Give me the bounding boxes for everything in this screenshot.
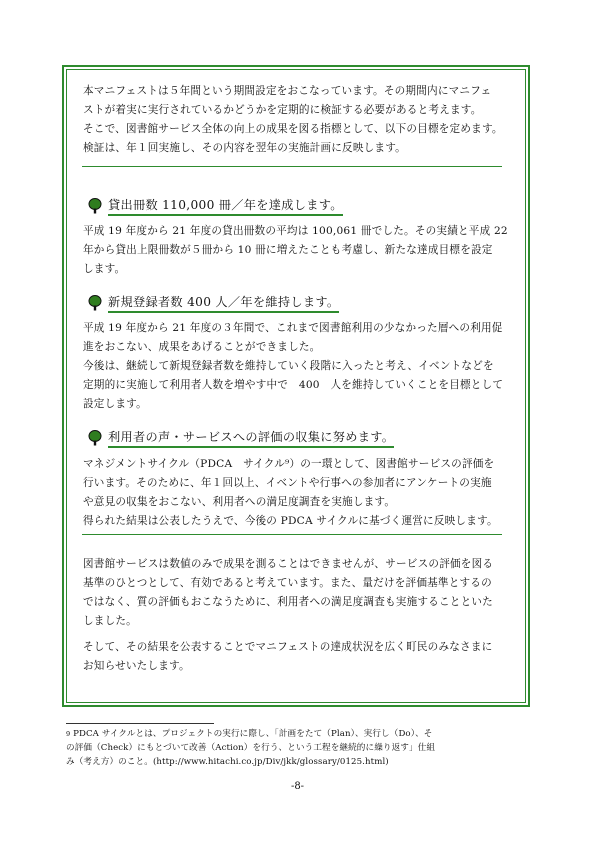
page-number: -8- (290, 781, 305, 792)
goal-line: マネジメントサイクル（PDCA サイクル⁹）の一環として、図書館サービスの評価を (83, 458, 495, 470)
goal-heading-registrations (88, 293, 339, 313)
goal-line: 行います。そのために、年１回以上、イベントや行事への参加者にアンケートの実施 (83, 477, 492, 489)
intro-line: 検証は、年１回実施し、その内容を翌年の実施計画に反映します。 (83, 142, 406, 154)
tree-icon (88, 295, 102, 311)
goal-line: 得られた結果は公表したうえで、今後の PDCA サイクルに基づく運営に反映します。 (83, 515, 498, 527)
goal-line: 今後は、継続して新規登録者数を維持していく段階に入ったと考え、イベントなどを (83, 360, 494, 372)
closing-paragraph (83, 555, 513, 631)
footnote-marker: 9 (66, 730, 71, 738)
intro-line: そこで、図書館サービス全体の向上の成果を図る指標として、以下の目標を定めます。 (83, 123, 503, 135)
goal-heading-loans (88, 196, 343, 216)
goal-body-registrations (83, 319, 513, 414)
footnote (66, 727, 526, 769)
closing-paragraph-2 (83, 638, 513, 676)
tree-icon (88, 198, 102, 214)
closing-line: 基準のひとつとして、有効であると考えています。また、量だけを評価基準とするの (83, 577, 492, 589)
section-divider (82, 166, 502, 167)
goal-heading-text: 利用者の声・サービスへの評価の収集に努めます。 (108, 428, 394, 448)
intro-line: 本マニフェストは５年間という期間設定をおこなっています。その期間内にマニフェ (83, 85, 492, 97)
closing-line: しました。 (83, 615, 137, 627)
goal-line: や意見の収集をおこない、利用者への満足度調査を実施します。 (83, 496, 396, 508)
goal-heading-text: 新規登録者数 400 人／年を維持します。 (108, 293, 339, 313)
section-divider (82, 534, 502, 535)
goal-heading-feedback (88, 428, 394, 448)
footnote-line (66, 727, 526, 741)
intro-paragraph (83, 82, 513, 158)
intro-line: ストが着実に実行されているかどうかを定期的に検証する必要があると考えます。 (83, 104, 482, 116)
footnote-rule (66, 723, 214, 724)
goal-line: 平成 19 年度から 21 年度の貸出冊数の平均は 100,061 冊でした。その実績と平成 22 (83, 225, 508, 237)
goal-body-loans (83, 222, 513, 279)
goal-line: します。 (83, 263, 126, 275)
tree-icon (88, 430, 102, 446)
closing-line: 図書館サービスは数値のみで成果を測ることはできませんが、サービスの評価を図る (83, 558, 494, 570)
closing-line: そして、その結果を公表することでマニフェストの達成状況を広く町民のみなさまに (83, 641, 493, 653)
goal-line: 設定します。 (83, 398, 147, 410)
closing-line: お知らせいたします。 (83, 660, 190, 672)
goal-heading-text: 貸出冊数 110,000 冊／年を達成します。 (108, 196, 343, 216)
footnote-line: の評価（Check）にもとづいて改善（Action）を行う、という工程を継続的に繰り返す」仕組 (66, 743, 436, 753)
footnote-text: PDCA サイクルとは、プロジェクトの実行に際し、「計画をたて（Plan）、実行し（Do）、そ (70, 729, 433, 739)
goal-line: 進をおこない、成果をあげることができました。 (83, 341, 321, 353)
footnote-line: み（考え方）のこと。(http://www.hitachi.co.jp/Div/jkk/glossary/0125.html) (66, 757, 389, 767)
goal-line: 平成 19 年度から 21 年度の３年間で、これまで図書館利用の少なかった層への利用促 (83, 322, 503, 334)
goal-line: 年から貸出上限冊数が５冊から 10 冊に増えたことも考慮し、新たな達成目標を設定 (83, 244, 493, 256)
goal-body-feedback (83, 455, 513, 531)
goal-line: 定期的に実施して利用者人数を増やす中で 400 人を維持していくことを目標として (83, 379, 504, 391)
closing-line: ではなく、質の評価もおこなうために、利用者への満足度調査も実施することといた (83, 596, 493, 608)
